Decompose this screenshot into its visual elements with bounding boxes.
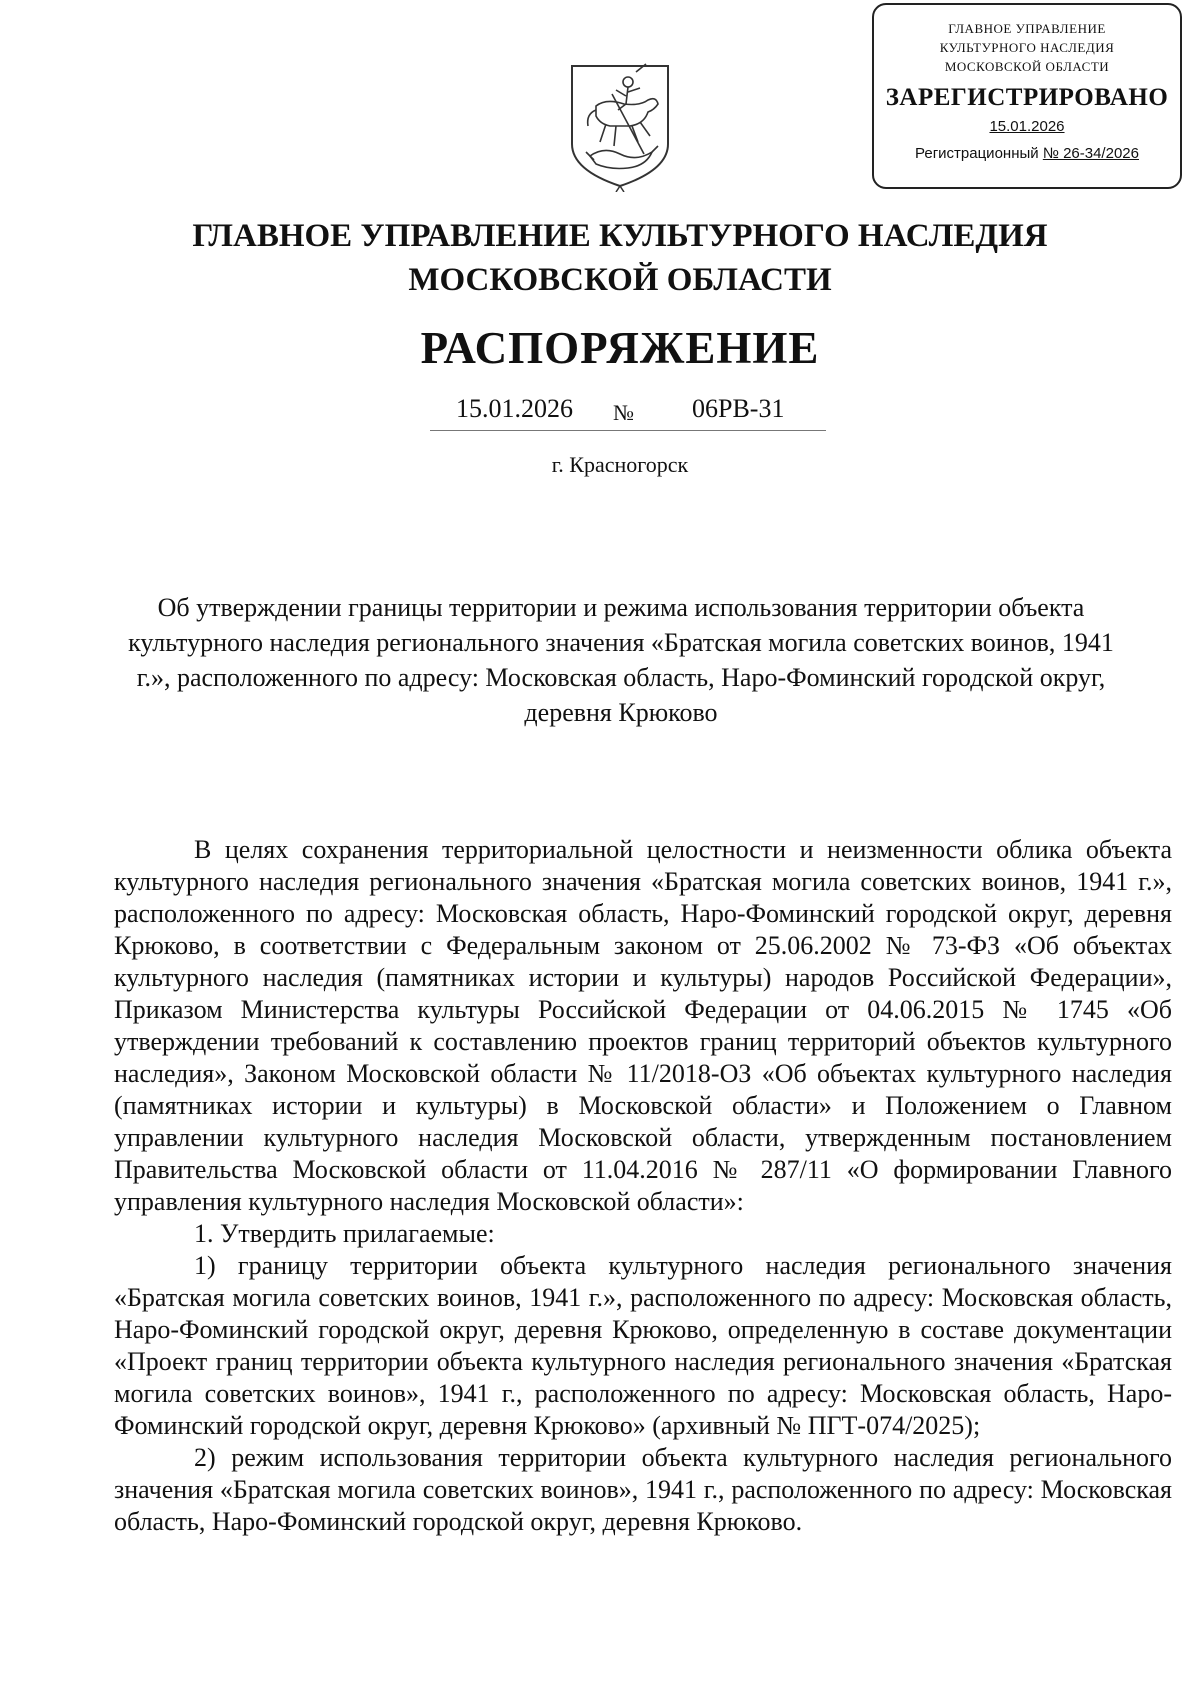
stamp-date: 15.01.2026 (989, 118, 1065, 135)
coat-of-arms-icon (566, 60, 674, 192)
stamp-org-line3: МОСКОВСКОЙ ОБЛАСТИ (944, 59, 1110, 74)
body-paragraph-preamble: В целях сохранения территориальной целостности и неизменности облика объекта культурного наследия регионального значения «Братская могила советских воинов, 1941 г.», расположенного по адресу: Московская область, Наро-Фоминский городской округ, деревня Крюково, в соответствии с Федеральным законом от 25.06.2002 № 73-ФЗ «Об объектах культурного наследия (памятниках истории и культуры) народов Российской Федерации», Приказом Министерства культуры Российской Федерации от 04.06.2015 № 1745 «Об утверждении требований к составлению проектов границ территорий объектов культурного наследия», Законом Московской области № 11/2018-ОЗ «Об объектах культурного наследия (памятниках истории и культуры) в Московской области» и Положением о Главном управлении культурного наследия Московской области, утвержденным постановлением Правительства Московской области от 11.04.2016 № 287/11 «О формировании Главного управления культурного наследия Московской области»: (114, 835, 1172, 1216)
stamp-org-line1: ГЛАВНОЕ УПРАВЛЕНИЕ (948, 21, 1106, 36)
document-number: 06РВ-31 (692, 394, 785, 423)
registration-stamp (872, 3, 1182, 189)
body-paragraph-item-1: 1. Утвердить прилагаемые: (194, 1219, 495, 1248)
document-date: 15.01.2026 (456, 394, 573, 423)
document-city: г. Красногорск (551, 452, 689, 477)
body-paragraph-subitem-1: 1) границу территории объекта культурного наследия регионального значения «Братская могила советских воинов, 1941 г.», расположенного по адресу: Московская область, Наро-Фоминский городской округ, деревня Крюково, определенную в составе документации «Проект границ территории объекта культурного наследия регионального значения «Братская могила советских воинов», 1941 г., расположенного по адресу: Московская область, Наро-Фоминский городской округ, деревня Крюково» (архивный № ПГТ-074/2025); (114, 1251, 1172, 1440)
number-sign: № (613, 400, 634, 425)
stamp-reg-number: № 26-34/2026 (1042, 145, 1139, 162)
document-date-number (430, 394, 826, 431)
document-body (114, 834, 1172, 1538)
stamp-registration (874, 145, 1180, 162)
document-type: РАСПОРЯЖЕНИЕ (420, 323, 820, 373)
organization-name-line2: МОСКОВСКОЙ ОБЛАСТИ (408, 262, 832, 298)
body-paragraph-subitem-2: 2) режим использования территории объекта культурного наследия регионального значения «Братская могила советских воинов», 1941 г., расположенного по адресу: Московская область, Наро-Фоминский городской округ, деревня Крюково. (114, 1443, 1172, 1536)
stamp-org-line2: КУЛЬТУРНОГО НАСЛЕДИЯ (939, 40, 1115, 55)
stamp-status: ЗАРЕГИСТРИРОВАНО (885, 84, 1169, 111)
document-subject: Об утверждении границы территории и режима использования территории объекта культурного наследия регионального значения «Братская могила советских воинов, 1941 г.», расположенного по адресу: Московская область, Наро-Фоминский городской округ, деревня Крюково (128, 593, 1114, 727)
organization-name-line1: ГЛАВНОЕ УПРАВЛЕНИЕ КУЛЬТУРНОГО НАСЛЕДИЯ (192, 218, 1048, 254)
stamp-reg-label: Регистрационный (915, 145, 1043, 162)
